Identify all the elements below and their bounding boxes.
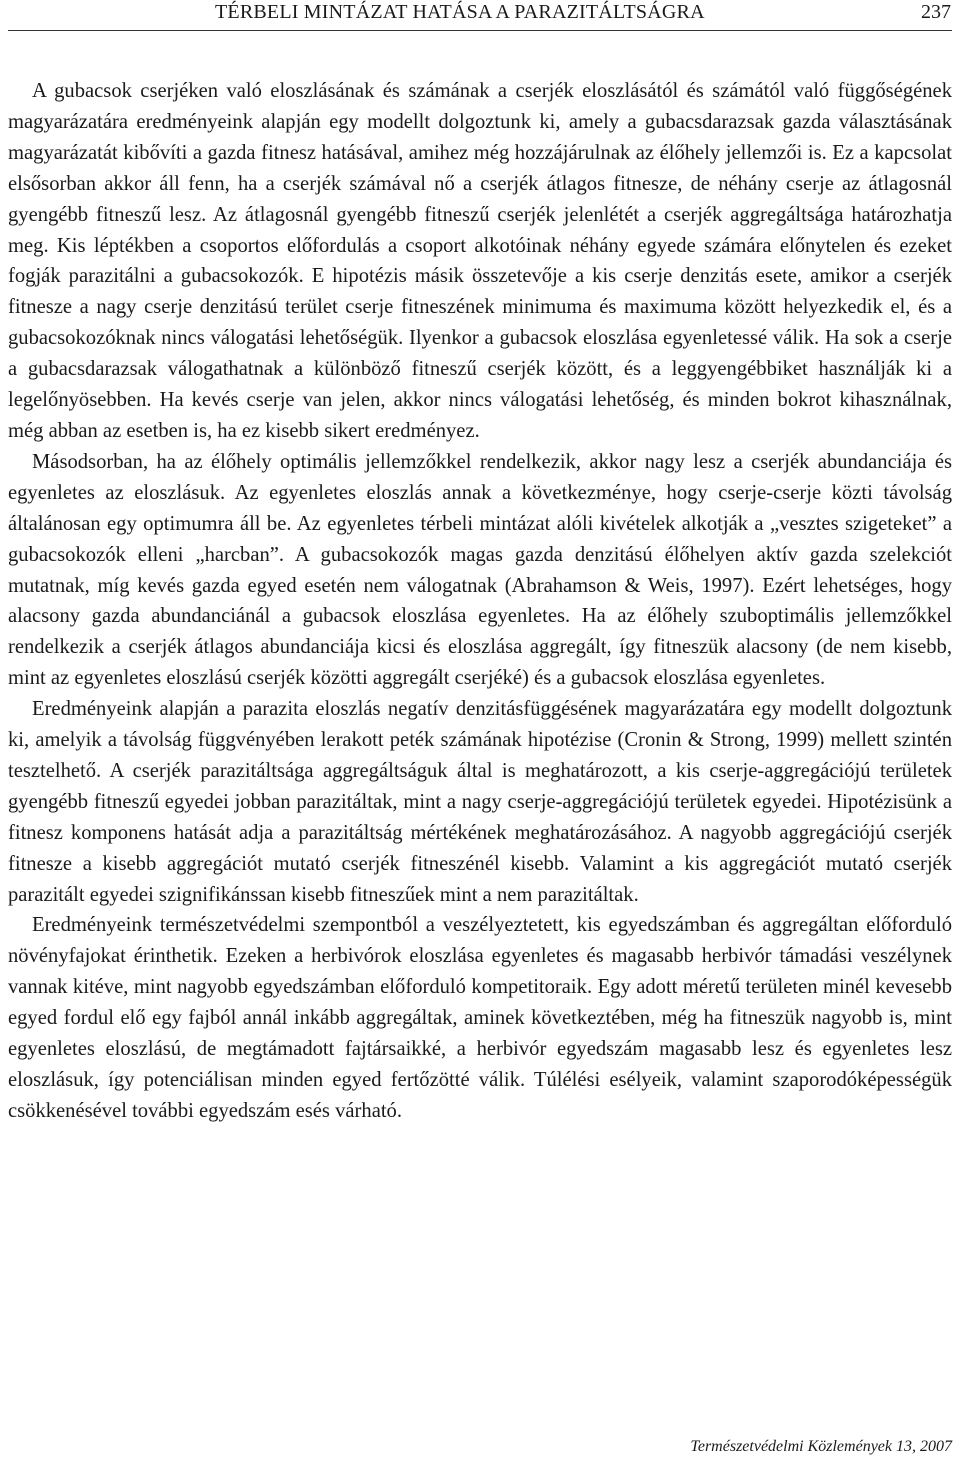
running-title: TÉRBELI MINTÁZAT HATÁSA A PARAZITÁLTSÁGRA (215, 1, 705, 23)
paragraph: Eredményeink alapján a parazita eloszlás negatív denzitásfüggésének magyarázatára egy modellt dolgoztunk ki, amelyik a távolság függvényében lerakott peték számának hipotézise (Cronin & Strong, 1999) mellett szintén tesztelhető. A cserjék parazitáltsága aggregáltságuk által is meghatározott, a kis cserje-aggregációjú területek gyengébb fitneszű egyedei jobban parazitáltak, mint a nagy cserje-aggregációjú területek egyedei. Hipotézisünk a fitnesz komponens hatását adja a parazitáltság mértékének meghatározásához. A nagyobb aggregációjú cserjék fitnesze a kisebb aggregációt mutató cserjék fitneszénél kisebb. Valamint a kis aggregációt mutató cserjék parazitált egyedei szignifikánssan kisebb fitneszűek mint a nem parazitáltak. (8, 698, 952, 906)
body-text (8, 76, 952, 1127)
page-number: 237 (921, 1, 951, 23)
paragraph: A gubacsok cserjéken való eloszlásának és számának a cserjék eloszlásától és számától való függőségének magyarázatára eredményeink alapján egy modellt dolgoztunk ki, amely a gubacsdarazsak gazda választásának magyarázatát kibővíti a gazda fitnesz hatásával, amihez még hozzájárulnak az élőhely jellemzői is. Ez a kapcsolat elsősorban akkor áll fenn, ha a cserjék számával nő a cserjék átlagos fitnesze, de néhány cserje az átlagosnál gyengébb fitneszű lesz. Az átlagosnál gyengébb fitneszű cserjék jelenlétét a cserjék aggregáltsága határozhatja meg. Kis léptékben a csoportos előfordulás a csoport alkotóinak néhány egyede számára előnytelen és ezeket fogják parazitálni a gubacsokozók. E hipotézis másik összetevője a kis cserje denzitás esete, amikor a cserjék fitnesze a nagy cserje denzitású terület cserje fitneszének minimuma és maximuma között helyezkedik el, és a gubacsokozóknak nincs válogatási lehetőségük. Ilyenkor a gubacsok eloszlása egyenletessé válik. Ha sok a cserje a gubacsdarazsak válogathatnak a különböző fitneszű cserjék között, és a leggyengébbiket használják ki a legelőnyösebben. Ha kevés cserje van jelen, akkor nincs válogatási lehetőség, és minden bokrot kihasználnak, még abban az esetben is, ha ez kisebb sikert eredményez. (8, 80, 952, 442)
paragraph: Eredményeink természetvédelmi szempontból a veszélyeztetett, kis egyedszámban és aggregáltan előforduló növényfajokat érinthetik. Ezeken a herbivórok eloszlása egyenletes és magasabb herbivór támadási veszélynek vannak kitéve, mint nagyobb egyedszámban előforduló kompetitoraik. Egy adott méretű területen minél kevesebb egyed fordul elő egy fajból annál inkább aggregáltak, aminek következtében, még ha fitneszük nagyobb is, mint egyenletes eloszlású, de megtámadott fajtársaikké, a herbivór egyedszám magasabb lesz és egyenletes lesz eloszlásuk, így potenciálisan minden egyed fertőzötté válik. Túlélési esélyeik, valamint szaporodóképességük csökkenésével további egyedszám esés várható. (8, 914, 952, 1122)
page-footer: Természetvédelmi Közlemények 13, 2007 (690, 1438, 952, 1455)
page-header (8, 0, 952, 31)
paragraph: Másodsorban, ha az élőhely optimális jellemzőkkel rendelkezik, akkor nagy lesz a cserjék abundanciája és egyenletes az eloszlásuk. Az egyenletes eloszlás annak a következménye, hogy cserje-cserje közti távolság általánosan egy optimumra áll be. Az egyenletes térbeli mintázat alóli kivételek alkotják a „vesztes szigeteket” a gubacsokozók elleni „harcban”. A gubacsokozók magas gazda denzitású élőhelyen aktív gazda szelekciót mutatnak, míg kevés gazda egyed esetén nem válogatnak (Abrahamson & Weis, 1997). Ezért lehetséges, hogy alacsony gazda abundanciánál a gubacsok eloszlása egyenletes. Ha az élőhely szuboptimális jellemzőkkel rendelkezik a cserjék átlagos abundanciája kicsi és eloszlása aggregált, így fitneszük alacsony (de nem kisebb, mint az egyenletes eloszlású cserjék közötti aggregált cserjéké) és a gubacsok eloszlása egyenletes. (8, 450, 952, 690)
